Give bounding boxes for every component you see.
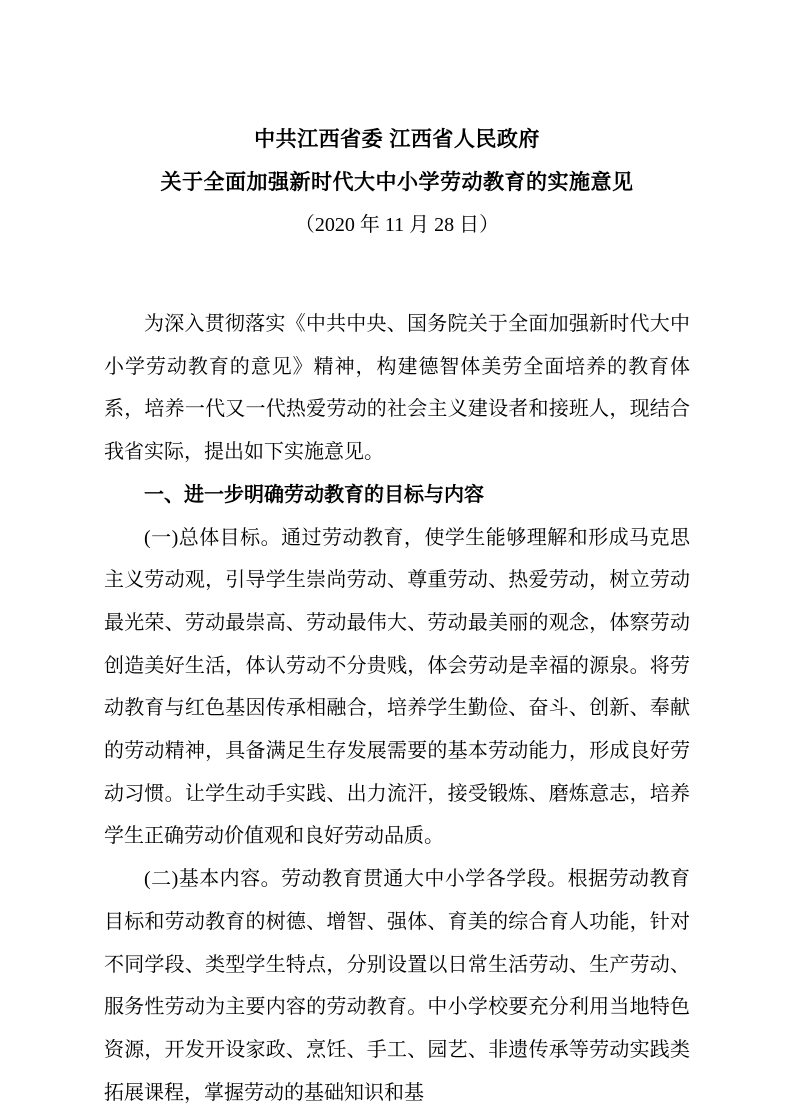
document-body — [104, 303, 690, 1108]
paragraph-overall-goal: (一)总体目标。通过劳动教育，使学生能够理解和形成马克思主义劳动观，引导学生崇尚劳动、尊重劳动、热爱劳动，树立劳动最光荣、劳动最崇高、劳动最伟大、劳动最美丽的观念，体察劳动创造美好生活，体认劳动不分贵贱，体会劳动是幸福的源泉。将劳动教育与红色基因传承相融合，培养学生勤俭、奋斗、创新、奉献的劳动精神，具备满足生存发展需要的基本劳动能力，形成良好劳动习惯。让学生动手实践、出力流汗，接受锻炼、磨炼意志，培养学生正确劳动价值观和良好劳动品质。 — [104, 526, 690, 848]
paragraph-intro: 为深入贯彻落实《中共中央、国务院关于全面加强新时代大中小学劳动教育的意见》精神，构建德智体美劳全面培养的教育体系，培养一代又一代热爱劳动的社会主义建设者和接班人，现结合我省实际，提出如下实施意见。 — [104, 313, 690, 464]
document-main-title: 关于全面加强新时代大中小学劳动教育的实施意见 — [160, 171, 634, 194]
paragraph-basic-content: (二)基本内容。劳动教育贯通大中小学各学段。根据劳动教育目标和劳动教育的树德、增智、强体、育美的综合育人功能，针对不同学段、类型学生特点，分别设置以日常生活劳动、生产劳动、服务性劳动为主要内容的劳动教育。中小学校要充分利用当地特色资源，开发开设家政、烹饪、手工、园艺、非遗传承等劳动实践类拓展课程，掌握劳动的基础知识和基 — [104, 868, 690, 1104]
document-org-title: 中共江西省委 江西省人民政府 — [254, 128, 540, 151]
document-date: （2020 年 11 月 28 日） — [294, 214, 500, 236]
section-heading-goals-and-content: 一、进一步明确劳动教育的目标与内容 — [144, 483, 484, 506]
document-title-block — [104, 118, 690, 247]
